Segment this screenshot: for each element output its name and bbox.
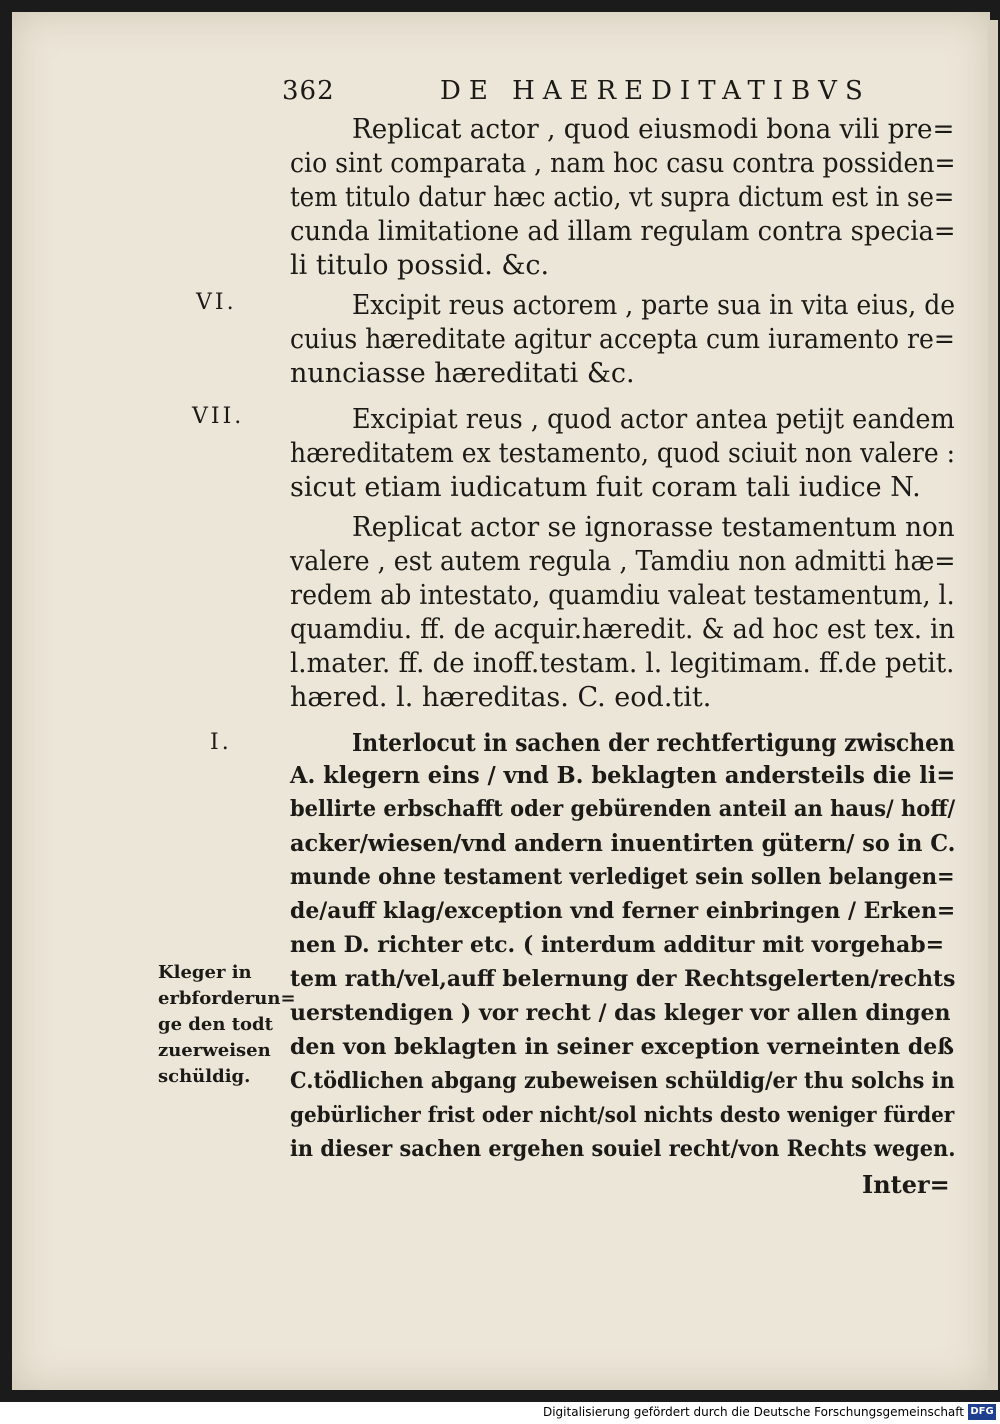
fraktur-line: acker/wiesen/vnd andern inuentirten gütern/ so in C.	[290, 830, 956, 857]
margin-note-line: erbforderun=	[158, 988, 296, 1009]
text-line: sicut etiam iudicatum fuit coram tali iudice N.	[290, 472, 921, 503]
text-line: l.mater. ff. de inoff.testam. l. legitimam. ff.de petit.	[290, 648, 955, 679]
margin-note-line: schüldig.	[158, 1066, 251, 1087]
text-line: hæreditatem ex testamento, quod sciuit non valere :	[290, 438, 956, 469]
margin-number-i: I.	[210, 730, 232, 755]
text-line: nunciasse hæreditati &c.	[290, 358, 635, 389]
margin-note-line: zuerweisen	[158, 1040, 271, 1061]
margin-note-line: ge den todt	[158, 1014, 273, 1035]
fraktur-line: in dieser sachen ergehen souiel recht/von Rechts wegen.	[290, 1136, 956, 1162]
text-line: tem titulo datur hæc actio, vt supra dictum est in se=	[290, 182, 955, 213]
text-line: redem ab intestato, quamdiu valeat testamentum, l.	[290, 580, 955, 611]
fraktur-line: de/auff klag/exception vnd ferner einbringen / Erken=	[290, 898, 956, 924]
footer-credit: Digitalisierung gefördert durch die Deutsche Forschungsgemeinschaft	[542, 1405, 964, 1419]
text-line: quamdiu. ff. de acquir.hæredit. & ad hoc est tex. in	[290, 614, 955, 645]
page-edge	[988, 20, 998, 1390]
margin-number-vii: VII.	[192, 404, 245, 429]
text-line: cio sint comparata , nam hoc casu contra possiden=	[290, 148, 956, 179]
text-line: valere , est autem regula , Tamdiu non admitti hæ=	[290, 546, 956, 577]
text-line: li titulo possid. &c.	[290, 250, 550, 281]
fraktur-line: den von beklagten in seiner exception verneinten deß	[290, 1034, 954, 1060]
page-number: 362	[282, 76, 335, 106]
catchword: Inter=	[862, 1170, 950, 1199]
fraktur-line: Interlocut in sachen der rechtfertigung zwischen	[352, 728, 955, 757]
fraktur-line: bellirte erbschafft oder gebürenden anteil an haus/ hoff/	[290, 796, 956, 822]
margin-number-vi: VI.	[196, 290, 237, 315]
fraktur-line: tem rath/vel,auff belernung der Rechtsgelerten/rechts	[290, 966, 956, 992]
text-line: cunda limitatione ad illam regulam contra specia=	[290, 216, 956, 247]
text-line: Replicat actor , quod eiusmodi bona vili pre=	[352, 114, 955, 145]
fraktur-line: C.tödlichen abgang zubeweisen schüldig/er thu solchs in	[290, 1068, 955, 1094]
fraktur-line: munde ohne testament verlediget sein sollen belangen=	[290, 864, 955, 890]
dfg-logo: DFG	[968, 1404, 996, 1420]
fraktur-line: A. klegern eins / vnd B. beklagten andersteils die li=	[290, 762, 956, 789]
text-line: Excipit reus actorem , parte sua in vita eius, de	[352, 290, 956, 321]
margin-note-line: Kleger in	[158, 962, 252, 983]
fraktur-line: gebürlicher frist oder nicht/sol nichts desto weniger fürder	[290, 1102, 955, 1127]
text-line: Replicat actor se ignorasse testamentum non	[352, 512, 955, 543]
fraktur-line: uerstendigen ) vor recht / das kleger vor allen dingen	[290, 1000, 951, 1026]
running-title: DE HAEREDITATIBVS	[440, 76, 871, 106]
fraktur-line: nen D. richter etc. ( interdum additur mit vorgehab=	[290, 932, 945, 958]
text-line: hæred. l. hæreditas. C. eod.tit.	[290, 682, 712, 713]
text-line: Excipiat reus , quod actor antea petijt eandem	[352, 404, 955, 435]
text-line: cuius hæreditate agitur accepta cum iuramento re=	[290, 324, 955, 355]
